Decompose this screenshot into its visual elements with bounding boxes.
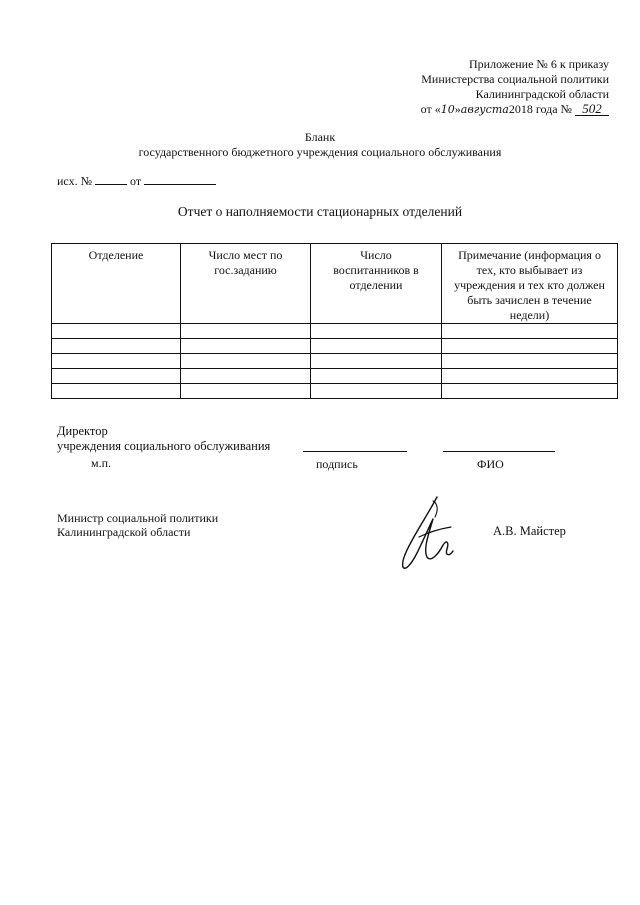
table-row	[52, 384, 618, 399]
outgoing-number-line	[57, 173, 216, 189]
blank-line-1: Бланк	[304, 130, 336, 144]
director-title: Директор	[57, 424, 108, 438]
table-cell[interactable]	[311, 339, 442, 354]
appendix-header	[421, 57, 609, 117]
director-block	[57, 424, 270, 454]
minister-signature-image	[393, 493, 473, 573]
table-cell[interactable]	[52, 339, 181, 354]
order-number-handwritten: 502	[575, 102, 609, 116]
director-signature-line[interactable]	[303, 451, 407, 452]
table-cell[interactable]	[311, 369, 442, 384]
outgoing-date-blank[interactable]	[144, 173, 216, 185]
table-cell[interactable]	[181, 369, 311, 384]
table-cell[interactable]	[52, 369, 181, 384]
appendix-date-line	[421, 102, 609, 117]
table-cell[interactable]	[442, 384, 618, 399]
date-day-handwritten: 10	[440, 103, 455, 116]
director-name-line[interactable]	[443, 451, 555, 452]
header-department: Отделение	[52, 244, 181, 324]
minister-title: Министр социальной политики	[57, 511, 219, 525]
date-prefix: от «	[420, 102, 441, 116]
table-cell[interactable]	[181, 339, 311, 354]
table-cell[interactable]	[181, 324, 311, 339]
appendix-line-2: Министерства социальной политики	[421, 72, 609, 86]
header-note: Примечание (информация о тех, кто выбывает из учреждения и тех кто должен быть зачислен в течение недели)	[442, 244, 618, 324]
minister-region: Калининградской области	[57, 525, 191, 539]
appendix-line-1: Приложение № 6 к приказу	[469, 57, 609, 71]
stamp-label: м.п.	[91, 456, 112, 470]
table-cell[interactable]	[442, 324, 618, 339]
table-row	[52, 354, 618, 369]
table-cell[interactable]	[442, 339, 618, 354]
table-cell[interactable]	[52, 324, 181, 339]
appendix-line-3: Калининградской области	[475, 87, 609, 101]
table-header-row	[52, 244, 618, 324]
table-row	[52, 369, 618, 384]
table-cell[interactable]	[442, 369, 618, 384]
table-cell[interactable]	[311, 384, 442, 399]
table-cell[interactable]	[442, 354, 618, 369]
table-row	[52, 339, 618, 354]
header-pupils: Число воспитанников в отделении	[311, 244, 442, 324]
table-cell[interactable]	[311, 324, 442, 339]
blank-heading	[0, 130, 640, 160]
minister-block	[57, 511, 218, 539]
report-title: Отчет о наполняемости стационарных отделений	[177, 204, 463, 219]
table-cell[interactable]	[181, 354, 311, 369]
signature-label: подпись	[316, 457, 358, 471]
director-institution: учреждения социального обслуживания	[57, 439, 271, 453]
outgoing-prefix: исх. №	[57, 174, 93, 188]
table-cell[interactable]	[52, 384, 181, 399]
blank-line-2: государственного бюджетного учреждения социального обслуживания	[138, 145, 502, 159]
table-cell[interactable]	[181, 384, 311, 399]
table-row	[52, 324, 618, 339]
date-year: 2018 года №	[508, 102, 572, 116]
outgoing-from: от	[130, 174, 142, 188]
table-cell[interactable]	[52, 354, 181, 369]
outgoing-number-blank[interactable]	[95, 173, 127, 185]
date-mid: »	[454, 102, 461, 116]
minister-name: А.В. Майстер	[493, 524, 566, 538]
header-places: Число мест по гос.заданию	[181, 244, 311, 324]
report-table	[51, 243, 618, 399]
name-label: ФИО	[477, 457, 504, 471]
date-month-handwritten: августа	[460, 103, 509, 116]
table-cell[interactable]	[311, 354, 442, 369]
